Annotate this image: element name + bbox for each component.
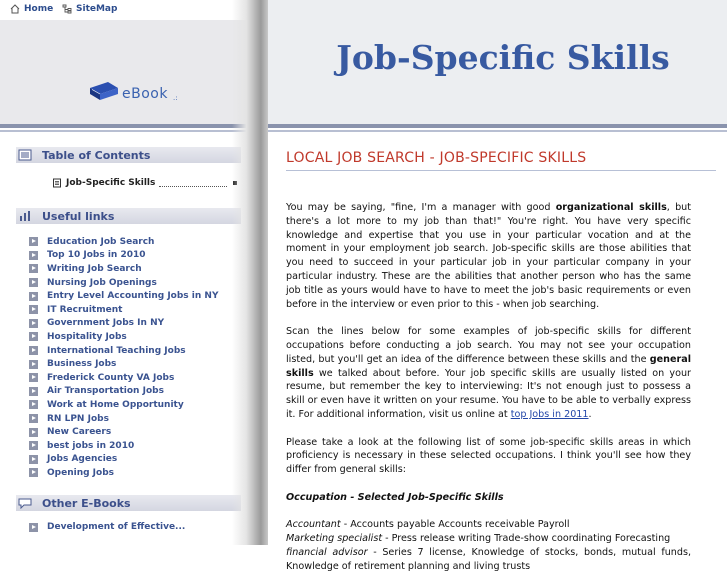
paragraph-2: Scan the lines below for some examples of job-specific skills for different occupations before conducting a job search. You may not see your occupation listed, but you'll get an idea of the difference between these skills and the general skills we talked about before. Your job specific skills are usually listed on your resume, but remember the key to interviewing: It's not enough just to possess a skill or even have it written on your resume. You have to be able to verbally express it. For additional information, visit us online at top Jobs in 2011.	[286, 326, 691, 420]
useful-link-label: best jobs in 2010	[47, 440, 135, 451]
bar-chart-icon	[18, 210, 32, 222]
home-link[interactable]	[10, 4, 53, 14]
left-divider	[0, 124, 262, 134]
arrow-icon	[29, 346, 38, 355]
occupation-item: financial advisor - Series 7 license, Knowledge of stocks, bonds, mutual funds, Knowledge of retirement planning and living trusts	[286, 546, 691, 572]
page-header	[268, 0, 727, 124]
sitemap-icon	[62, 4, 72, 14]
useful-link-label: Writing Job Search	[47, 263, 142, 274]
useful-link-label: New Careers	[47, 427, 112, 438]
page-title: Job-Specific Skills	[336, 38, 670, 77]
occupation-list	[286, 518, 691, 573]
useful-link[interactable]	[29, 439, 218, 453]
article-heading: LOCAL JOB SEARCH - JOB-SPECIFIC SKILLS	[286, 150, 587, 166]
useful-link-label: Nursing Job Openings	[47, 277, 157, 288]
ebook-link-label: Development of Effective...	[47, 522, 186, 532]
home-icon	[10, 4, 20, 14]
ebook-logo-label: eBook	[122, 86, 168, 102]
arrow-icon	[29, 305, 38, 314]
links-section-header	[16, 208, 241, 224]
useful-link[interactable]	[29, 344, 218, 358]
arrow-icon	[29, 523, 38, 532]
toc-dots	[159, 180, 227, 187]
useful-link[interactable]	[29, 425, 218, 439]
paragraph-1: You may be saying, "fine, I'm a manager with good organizational skills, but there's a lot more to my job than that!" You're right. You have very specific knowledge and expertise that you use in your particular vocation and at the moment in your employment job search. Job-specific skills are those abilities that you need to succeed in your particular job in your particular company in your particular industry. These are the abilities that another person who has the same job title as yours would have to have to meet the job's basic requirements or even before in the interview or even prior to this - when job searching.	[286, 202, 692, 310]
ebook-link[interactable]	[29, 522, 185, 532]
toc-section-header	[16, 147, 241, 163]
arrow-icon	[29, 468, 38, 477]
useful-link-label: Frederick County VA Jobs	[47, 372, 175, 383]
useful-link[interactable]	[29, 357, 218, 371]
occupation-header: Occupation - Selected Job-Specific Skills	[286, 491, 504, 503]
occupation-item: Accountant - Accounts payable Accounts receivable Payroll	[286, 519, 570, 531]
arrow-icon	[29, 414, 38, 423]
right-divider	[268, 124, 727, 134]
chat-icon	[18, 497, 32, 509]
occupation-item: Marketing specialist - Press release writing Trade-show coordinating Forecasting	[286, 533, 671, 545]
useful-link[interactable]	[29, 398, 218, 412]
useful-link-label: Education Job Search	[47, 236, 155, 247]
arrow-icon	[29, 278, 38, 287]
sitemap-link[interactable]	[62, 4, 117, 14]
arrow-icon	[29, 387, 38, 396]
useful-link[interactable]	[29, 249, 218, 263]
left-panel	[0, 0, 262, 545]
book-spine	[232, 0, 268, 545]
arrow-icon	[29, 373, 38, 382]
book-icon	[88, 80, 120, 102]
arrow-icon	[29, 251, 38, 260]
arrow-icon	[29, 319, 38, 328]
useful-link[interactable]	[29, 330, 218, 344]
arrow-icon	[29, 455, 38, 464]
arrow-icon	[29, 332, 38, 341]
sitemap-link-label: SiteMap	[76, 4, 118, 14]
top-nav	[0, 0, 262, 20]
logo-band	[0, 20, 262, 124]
useful-link-label: Hospitality Jobs	[47, 331, 127, 342]
ebooks-section-header	[16, 495, 241, 511]
arrow-icon	[29, 292, 38, 301]
useful-link[interactable]	[29, 371, 218, 385]
logo-dot-mark: .:	[172, 94, 178, 102]
toc-item-label: Job-Specific Skills	[66, 178, 156, 188]
toc-item[interactable]	[52, 178, 237, 188]
useful-link[interactable]	[29, 317, 218, 331]
useful-link[interactable]	[29, 262, 218, 276]
useful-link-label: IT Recruitment	[47, 304, 123, 315]
list-icon	[18, 149, 32, 161]
useful-link-label: Top 10 Jobs in 2010	[47, 250, 146, 261]
useful-link-label: International Teaching Jobs	[47, 345, 186, 356]
useful-link-label: Opening Jobs	[47, 467, 115, 478]
useful-link-label: Air Transportation Jobs	[47, 386, 164, 397]
useful-link[interactable]	[29, 412, 218, 426]
article-body	[286, 201, 691, 574]
useful-link-label: Entry Level Accounting Jobs in NY	[47, 291, 219, 302]
page-icon	[52, 178, 62, 188]
ebook-logo[interactable]	[88, 80, 178, 102]
useful-link[interactable]	[29, 385, 218, 399]
useful-link[interactable]	[29, 289, 218, 303]
home-link-label: Home	[24, 4, 54, 14]
arrow-icon	[29, 428, 38, 437]
useful-link[interactable]	[29, 235, 218, 249]
arrow-icon	[29, 264, 38, 273]
useful-link[interactable]	[29, 303, 218, 317]
top-jobs-link[interactable]: top Jobs in 2011	[510, 408, 589, 420]
arrow-icon	[29, 237, 38, 246]
ebooks-title: Other E-Books	[42, 496, 131, 510]
links-title: Useful links	[42, 209, 115, 223]
arrow-icon	[29, 360, 38, 369]
paragraph-3: Please take a look at the following list of some job-specific skills areas in which proficiency is necessary in these selected occupations. I think you'll see how they differ from general skills:	[286, 436, 691, 476]
useful-link-label: Work at Home Opportunity	[47, 399, 184, 410]
arrow-icon	[29, 441, 38, 450]
useful-link-label: Government Jobs In NY	[47, 318, 165, 329]
useful-link[interactable]	[29, 453, 218, 467]
useful-link[interactable]	[29, 466, 218, 480]
useful-links-list	[29, 235, 218, 480]
arrow-icon	[29, 400, 38, 409]
right-panel	[268, 0, 727, 572]
useful-link[interactable]	[29, 276, 218, 290]
useful-link-label: Business Jobs	[47, 359, 117, 370]
useful-link-label: RN LPN Jobs	[47, 413, 109, 424]
toc-title: Table of Contents	[42, 148, 151, 162]
heading-rule	[286, 170, 716, 171]
useful-link-label: Jobs Agencies	[47, 454, 118, 465]
